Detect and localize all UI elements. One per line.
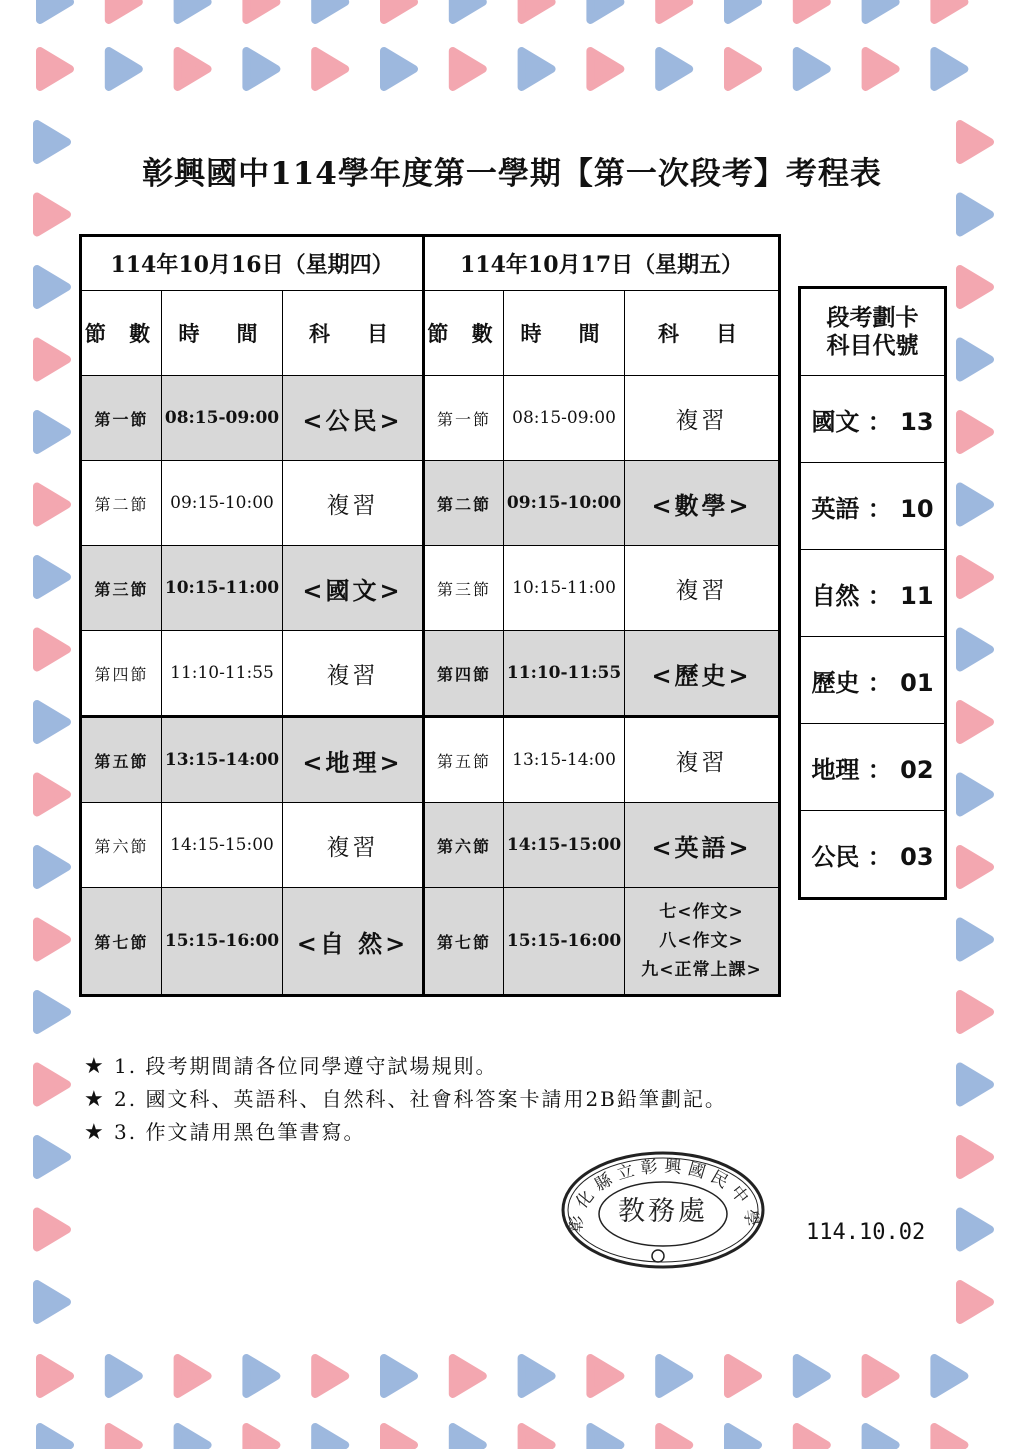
triangle-decoration <box>797 0 827 20</box>
period-cell: 第六節 <box>424 803 504 888</box>
triangle-decoration <box>178 1427 208 1449</box>
notes-list <box>84 1050 727 1149</box>
period-cell: 第一節 <box>424 376 504 461</box>
triangle-decoration <box>453 1427 483 1449</box>
triangle-decoration <box>246 51 276 87</box>
exam-schedule-table <box>79 234 781 997</box>
triangle-decoration <box>315 51 345 87</box>
code-header-line: 段考劃卡 <box>826 305 919 331</box>
triangle-decoration <box>453 1358 483 1394</box>
time-cell: 15:15-16:00 <box>504 888 625 996</box>
subject-cell: <國文> <box>283 546 424 631</box>
triangle-decoration <box>37 1284 67 1320</box>
triangle-decoration <box>960 414 990 450</box>
schedule-row <box>81 888 780 996</box>
triangle-decoration <box>37 269 67 305</box>
triangle-decoration <box>797 51 827 87</box>
note-text: 1. 段考期間請各位同學遵守試場規則。 <box>114 1054 498 1078</box>
period-cell: 第二節 <box>81 461 162 546</box>
triangle-decoration <box>960 994 990 1030</box>
time-cell: 09:15-10:00 <box>162 461 283 546</box>
triangle-decoration <box>522 51 552 87</box>
triangle-decoration <box>522 1427 552 1449</box>
triangle-decoration <box>37 849 67 885</box>
subject-code: 國文 ： 13 <box>800 376 946 463</box>
period-cell: 第七節 <box>81 888 162 996</box>
time-cell: 10:15-11:00 <box>162 546 283 631</box>
triangle-decoration <box>178 51 208 87</box>
triangle-decoration <box>659 1427 689 1449</box>
triangle-decoration <box>40 1358 70 1394</box>
triangle-decoration <box>37 197 67 233</box>
time-cell: 11:10-11:55 <box>504 631 625 717</box>
subject-cell: <歷史> <box>625 631 780 717</box>
triangle-decoration <box>522 0 552 20</box>
period-cell: 第四節 <box>81 631 162 717</box>
period-cell: 第二節 <box>424 461 504 546</box>
triangle-decoration <box>960 1284 990 1320</box>
triangle-decoration <box>315 1427 345 1449</box>
subject-line: 九<正常上課> <box>641 959 762 980</box>
triangle-decoration <box>934 1427 964 1449</box>
subject-cell: <自 然> <box>283 888 424 996</box>
subject-header: 科 目 <box>283 291 424 376</box>
triangle-decoration <box>960 342 990 378</box>
triangle-decoration <box>522 1358 552 1394</box>
seal-ring-text: 彰化縣立彰興國民中學 <box>566 1156 762 1234</box>
time-cell: 09:15-10:00 <box>504 461 625 546</box>
triangle-decoration <box>728 0 758 20</box>
schedule-row <box>81 631 780 717</box>
code-header-line: 科目代號 <box>826 333 919 359</box>
star-icon: ★ <box>84 1120 106 1145</box>
triangle-decoration <box>178 1358 208 1394</box>
star-icon: ★ <box>84 1087 106 1112</box>
period-cell: 第一節 <box>81 376 162 461</box>
triangle-decoration <box>960 704 990 740</box>
triangle-decoration <box>453 51 483 87</box>
triangle-decoration <box>590 1358 620 1394</box>
period-cell: 第三節 <box>81 546 162 631</box>
triangle-decoration <box>246 1427 276 1449</box>
schedule-row <box>81 376 780 461</box>
period-cell: 第六節 <box>81 803 162 888</box>
schedule-row <box>81 546 780 631</box>
triangle-decoration <box>960 1067 990 1103</box>
triangle-decoration <box>728 1358 758 1394</box>
subject-code: 地理 ： 02 <box>800 724 946 811</box>
triangle-decoration <box>934 1358 964 1394</box>
schedule-body <box>81 376 780 996</box>
subject-cell: 複習 <box>283 631 424 717</box>
triangle-decoration <box>866 1358 896 1394</box>
page-title: 彰興國中114學年度第一學期【第一次段考】考程表 <box>142 156 882 192</box>
triangle-decoration <box>960 777 990 813</box>
triangle-decoration <box>590 1427 620 1449</box>
triangle-decoration <box>40 51 70 87</box>
triangle-decoration <box>384 51 414 87</box>
triangle-decoration <box>960 1139 990 1175</box>
triangle-decoration <box>109 0 139 20</box>
note-text: 3. 作文請用黑色筆書寫。 <box>114 1120 366 1144</box>
triangle-decoration <box>37 559 67 595</box>
emblem-icon <box>652 1250 664 1262</box>
period-header: 節 數 <box>424 291 504 376</box>
triangle-decoration <box>960 632 990 668</box>
triangle-decoration <box>453 0 483 20</box>
triangle-decoration <box>37 342 67 378</box>
subject-code: 自然 ： 11 <box>800 550 946 637</box>
note-item <box>84 1050 727 1083</box>
time-cell: 10:15-11:00 <box>504 546 625 631</box>
triangle-decoration <box>109 1427 139 1449</box>
schedule-row <box>81 803 780 888</box>
time-cell: 15:15-16:00 <box>162 888 283 996</box>
triangle-decoration <box>384 1358 414 1394</box>
triangle-decoration <box>40 0 70 20</box>
period-cell: 第五節 <box>424 717 504 803</box>
triangle-decoration <box>315 0 345 20</box>
triangle-decoration <box>934 0 964 20</box>
triangle-decoration <box>37 414 67 450</box>
triangle-decoration <box>37 1067 67 1103</box>
subject-cell: 複習 <box>283 803 424 888</box>
subject-cell <box>625 888 780 996</box>
subject-cell: <公民> <box>283 376 424 461</box>
subject-code: 歷史 ： 01 <box>800 637 946 724</box>
subject-cell: <數學> <box>625 461 780 546</box>
triangle-decoration <box>37 704 67 740</box>
triangle-decoration <box>384 1427 414 1449</box>
subject-cell: 複習 <box>625 717 780 803</box>
triangle-decoration <box>37 777 67 813</box>
time-header: 時 間 <box>504 291 625 376</box>
triangle-decoration <box>866 51 896 87</box>
triangle-decoration <box>960 849 990 885</box>
period-header: 節 數 <box>81 291 162 376</box>
period-cell: 第五節 <box>81 717 162 803</box>
triangle-decoration <box>37 922 67 958</box>
triangle-decoration <box>590 51 620 87</box>
star-icon: ★ <box>84 1054 106 1079</box>
time-cell: 14:15-15:00 <box>162 803 283 888</box>
subject-line: 八<作文> <box>659 930 744 951</box>
triangle-decoration <box>246 0 276 20</box>
period-cell: 第七節 <box>424 888 504 996</box>
subject-cell: 複習 <box>625 376 780 461</box>
subject-header: 科 目 <box>625 291 780 376</box>
subject-cell: <地理> <box>283 717 424 803</box>
schedule-row <box>81 461 780 546</box>
triangle-decoration <box>37 632 67 668</box>
triangle-decoration <box>659 0 689 20</box>
time-cell: 08:15-09:00 <box>162 376 283 461</box>
triangle-decoration <box>659 1358 689 1394</box>
triangle-decoration <box>960 559 990 595</box>
time-header: 時 間 <box>162 291 283 376</box>
subject-code: 公民 ： 03 <box>800 811 946 899</box>
time-cell: 08:15-09:00 <box>504 376 625 461</box>
triangle-decoration <box>659 51 689 87</box>
triangle-decoration <box>960 269 990 305</box>
subject-cell: 複習 <box>283 461 424 546</box>
triangle-decoration <box>797 1358 827 1394</box>
triangle-decoration <box>384 0 414 20</box>
triangle-decoration <box>960 197 990 233</box>
day1-date: 114年10月16日（星期四） <box>81 236 424 291</box>
triangle-decoration <box>109 1358 139 1394</box>
triangle-decoration <box>37 1139 67 1175</box>
code-table-header <box>800 288 946 376</box>
subject-cell: <英語> <box>625 803 780 888</box>
seal-center-text: 教務處 <box>618 1196 708 1227</box>
triangle-decoration <box>40 1427 70 1449</box>
subject-cell: 複習 <box>625 546 780 631</box>
day2-date: 114年10月17日（星期五） <box>424 236 780 291</box>
triangle-decoration <box>934 51 964 87</box>
subject-line: 七<作文> <box>659 901 744 922</box>
triangle-decoration <box>246 1358 276 1394</box>
triangle-decoration <box>960 487 990 523</box>
note-item <box>84 1116 727 1149</box>
triangle-decoration <box>37 1212 67 1248</box>
subject-code: 英語 ： 10 <box>800 463 946 550</box>
triangle-decoration <box>797 1427 827 1449</box>
issue-date: 114.10.02 <box>806 1220 926 1245</box>
triangle-decoration <box>109 51 139 87</box>
time-cell: 13:15-14:00 <box>162 717 283 803</box>
triangle-decoration <box>315 1358 345 1394</box>
triangle-decoration <box>728 1427 758 1449</box>
schedule-row <box>81 717 780 803</box>
note-item <box>84 1083 727 1116</box>
triangle-decoration <box>960 1212 990 1248</box>
triangle-decoration <box>590 0 620 20</box>
triangle-decoration <box>37 994 67 1030</box>
triangle-decoration <box>866 1427 896 1449</box>
note-text: 2. 國文科、英語科、自然科、社會科答案卡請用2B鉛筆劃記。 <box>114 1087 727 1111</box>
triangle-decoration <box>866 0 896 20</box>
period-cell: 第三節 <box>424 546 504 631</box>
academic-affairs-seal <box>560 1150 766 1270</box>
answer-card-code-table <box>798 286 947 900</box>
triangle-decoration <box>178 0 208 20</box>
time-cell: 14:15-15:00 <box>504 803 625 888</box>
triangle-decoration <box>960 922 990 958</box>
time-cell: 11:10-11:55 <box>162 631 283 717</box>
period-cell: 第四節 <box>424 631 504 717</box>
triangle-decoration <box>37 487 67 523</box>
triangle-decoration <box>728 51 758 87</box>
time-cell: 13:15-14:00 <box>504 717 625 803</box>
